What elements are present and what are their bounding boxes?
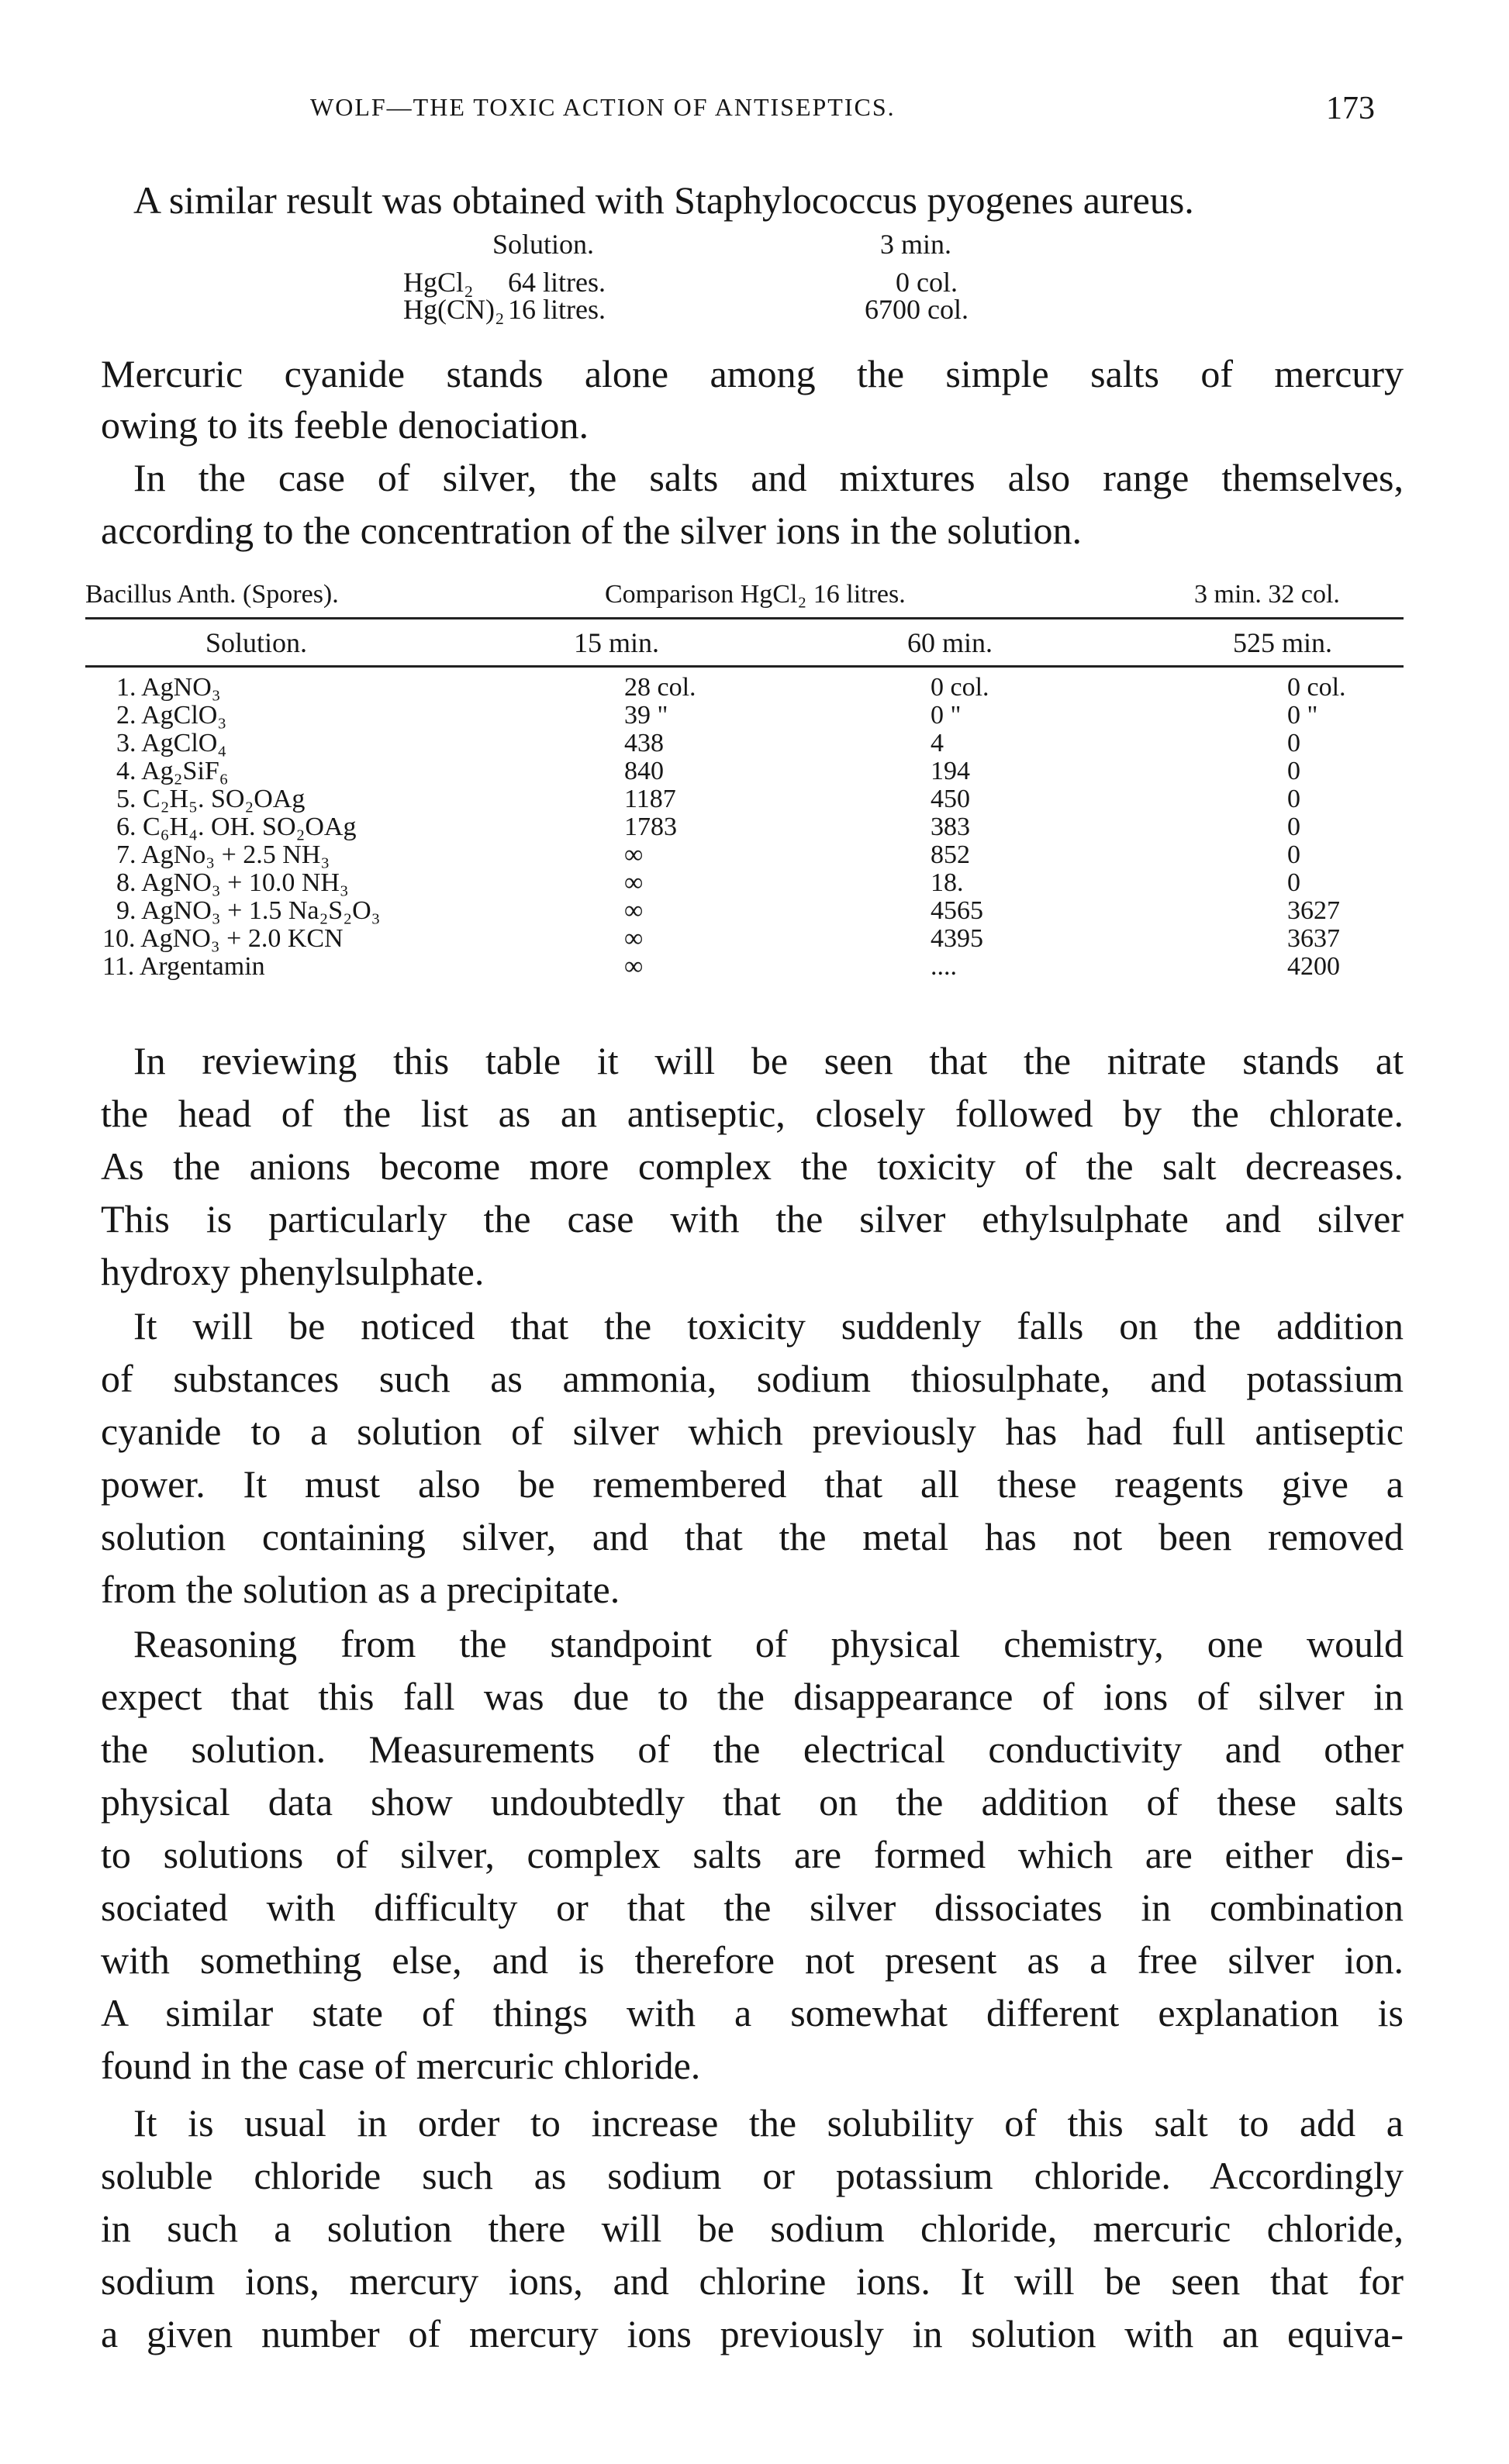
paragraph-line: hydroxy phenylsulphate. xyxy=(101,1250,485,1293)
cell-60min: 383 xyxy=(931,813,970,841)
table-row xyxy=(85,673,1404,701)
paragraph-line: It is usual in order to increase the solubility of this salt to add a xyxy=(133,2101,1404,2145)
paragraph-line: of substances such as ammonia, sodium thiosulphate, and potassium xyxy=(101,1357,1404,1400)
cell-15min: 39 " xyxy=(624,701,668,730)
cell-525min: 0 xyxy=(1287,868,1300,897)
cell-525min: 4200 xyxy=(1287,952,1340,981)
paragraph-line: As the anions become more complex the toxicity of the salt decreases. xyxy=(101,1144,1404,1188)
cell-60min: 4565 xyxy=(931,896,983,925)
table-row xyxy=(85,813,1404,840)
paragraph-line: soluble chloride such as sodium or potassium chloride. Accordingly xyxy=(101,2154,1404,2197)
cell-solution: 3. AgClO₄ xyxy=(116,729,227,757)
cell-solution: 11. Argentamin xyxy=(102,952,265,981)
table-header-15min: 15 min. xyxy=(574,627,660,658)
paragraph-line: A similar state of things with a somewhat different explanation is xyxy=(101,1991,1404,2034)
paragraph-line: solution containing silver, and that the metal has not been removed xyxy=(101,1515,1404,1558)
paragraph-line: In reviewing this table it will be seen that the nitrate stands at xyxy=(133,1039,1404,1082)
table-body xyxy=(85,673,1404,980)
paragraph-line: power. It must also be remembered that all these reagents give a xyxy=(101,1462,1404,1506)
paragraph-line: expect that this fall was due to the disappearance of ions of silver in xyxy=(101,1675,1404,1718)
cell-15min: 1187 xyxy=(624,785,676,813)
table-top-rule xyxy=(85,617,1404,619)
cell-525min: 0 xyxy=(1287,813,1300,841)
paragraph-line: in such a solution there will be sodium chloride, mercuric chloride, xyxy=(101,2207,1404,2250)
paragraph-line: sociated with difficulty or that the silver dissociates in combination xyxy=(101,1886,1404,1929)
cell-15min: 28 col. xyxy=(624,673,696,702)
cell-525min: 0 col. xyxy=(1287,673,1346,702)
cell-525min: 3637 xyxy=(1287,924,1340,953)
table-header-60min: 60 min. xyxy=(907,627,993,658)
table-caption-comparison: Comparison HgCl₂ 16 litres. xyxy=(605,580,906,609)
cell-15min: ∞ xyxy=(624,840,644,869)
cell-525min: 0 xyxy=(1287,840,1300,869)
table-row xyxy=(85,785,1404,813)
paragraph-line: to solutions of silver, complex salts are formed which are either dis- xyxy=(101,1833,1404,1876)
small-table-count: 0 col. xyxy=(896,267,958,298)
table-row xyxy=(85,701,1404,729)
paragraph-line: In the case of silver, the salts and mixtures also range themselves, xyxy=(133,456,1404,499)
cell-15min: ∞ xyxy=(624,952,644,981)
small-table-salt: Hg(CN)₂ xyxy=(403,294,505,325)
table-row xyxy=(85,896,1404,924)
cell-525min: 0 xyxy=(1287,785,1300,813)
table-caption-result: 3 min. 32 col. xyxy=(1194,580,1340,609)
table-header-rule xyxy=(85,665,1404,668)
small-table-salt: HgCl₂ xyxy=(403,267,474,298)
table-header-solution: Solution. xyxy=(205,627,308,658)
cell-60min: 4395 xyxy=(931,924,983,953)
paragraph-line: A similar result was obtained with Staphylococcus pyogenes aureus. xyxy=(133,178,1194,222)
table-row xyxy=(85,868,1404,896)
cell-15min: 840 xyxy=(624,757,664,785)
cell-solution: 4. Ag₂SiF₆ xyxy=(116,757,229,785)
cell-525min: 0 " xyxy=(1287,701,1318,730)
paragraph-line: according to the concentration of the silver ions in the solution. xyxy=(101,509,1082,552)
cell-solution: 5. C₂H₅. SO₂OAg xyxy=(116,785,306,813)
small-table-head-solution: Solution. xyxy=(492,229,595,260)
table-caption-organism: Bacillus Anth. (Spores). xyxy=(85,580,339,609)
paragraph-line: physical data show undoubtedly that on the addition of these salts xyxy=(101,1780,1404,1824)
paragraph-line: Reasoning from the standpoint of physical chemistry, one would xyxy=(133,1622,1404,1665)
cell-525min: 0 xyxy=(1287,757,1300,785)
paragraph-line: This is particularly the case with the silver ethylsulphate and silver xyxy=(101,1197,1404,1241)
page-number: 173 xyxy=(1326,91,1375,126)
paragraph-line: from the solution as a precipitate. xyxy=(101,1568,620,1611)
cell-60min: 0 col. xyxy=(931,673,989,702)
paragraph-line: the solution. Measurements of the electrical conductivity and other xyxy=(101,1727,1404,1771)
cell-60min: 450 xyxy=(931,785,970,813)
cell-60min: 852 xyxy=(931,840,970,869)
cell-60min: 4 xyxy=(931,729,944,757)
paragraph-line: cyanide to a solution of silver which previously has had full antiseptic xyxy=(101,1410,1404,1453)
paragraph-line: It will be noticed that the toxicity suddenly falls on the addition xyxy=(133,1304,1404,1348)
cell-15min: ∞ xyxy=(624,896,644,925)
paragraph-line: found in the case of mercuric chloride. xyxy=(101,2044,701,2087)
paragraph-line: a given number of mercury ions previously in solution with an equiva- xyxy=(101,2312,1404,2355)
cell-solution: 6. C₆H₄. OH. SO₂OAg xyxy=(116,813,357,841)
table-row xyxy=(85,840,1404,868)
cell-solution: 9. AgNO₃ + 1.5 Na₂S₂O₃ xyxy=(116,896,381,925)
cell-525min: 3627 xyxy=(1287,896,1340,925)
paragraph-line: with something else, and is therefore not present as a free silver ion. xyxy=(101,1938,1404,1982)
cell-15min: 1783 xyxy=(624,813,677,841)
paragraph-line: Mercuric cyanide stands alone among the simple salts of mercury xyxy=(101,352,1404,395)
cell-60min: 18. xyxy=(931,868,964,897)
small-table-volume: 16 litres. xyxy=(508,294,606,325)
small-table-count: 6700 col. xyxy=(865,294,969,325)
cell-60min: .... xyxy=(931,952,957,981)
small-table-head-time: 3 min. xyxy=(880,229,952,260)
cell-15min: ∞ xyxy=(624,924,644,953)
small-table-volume: 64 litres. xyxy=(508,267,606,298)
paragraph-line: the head of the list as an antiseptic, closely followed by the chlorate. xyxy=(101,1092,1404,1135)
cell-60min: 194 xyxy=(931,757,970,785)
cell-60min: 0 " xyxy=(931,701,962,730)
paragraph-line: owing to its feeble denociation. xyxy=(101,403,589,447)
table-row xyxy=(85,757,1404,785)
table-row xyxy=(85,924,1404,952)
running-head: WOLF—THE TOXIC ACTION OF ANTISEPTICS. xyxy=(310,93,896,121)
table-row xyxy=(85,952,1404,980)
cell-solution: 8. AgNO₃ + 10.0 NH₃ xyxy=(116,868,349,897)
paragraph-line: sodium ions, mercury ions, and chlorine ions. It will be seen that for xyxy=(101,2259,1404,2303)
cell-solution: 7. AgNo₃ + 2.5 NH₃ xyxy=(116,840,330,869)
cell-15min: 438 xyxy=(624,729,664,757)
table-header-525min: 525 min. xyxy=(1233,627,1333,658)
table-row xyxy=(85,729,1404,757)
cell-solution: 1. AgNO₃ xyxy=(116,673,221,702)
cell-solution: 2. AgClO₃ xyxy=(116,701,227,730)
cell-15min: ∞ xyxy=(624,868,644,897)
cell-525min: 0 xyxy=(1287,729,1300,757)
cell-solution: 10. AgNO₃ + 2.0 KCN xyxy=(102,924,344,953)
